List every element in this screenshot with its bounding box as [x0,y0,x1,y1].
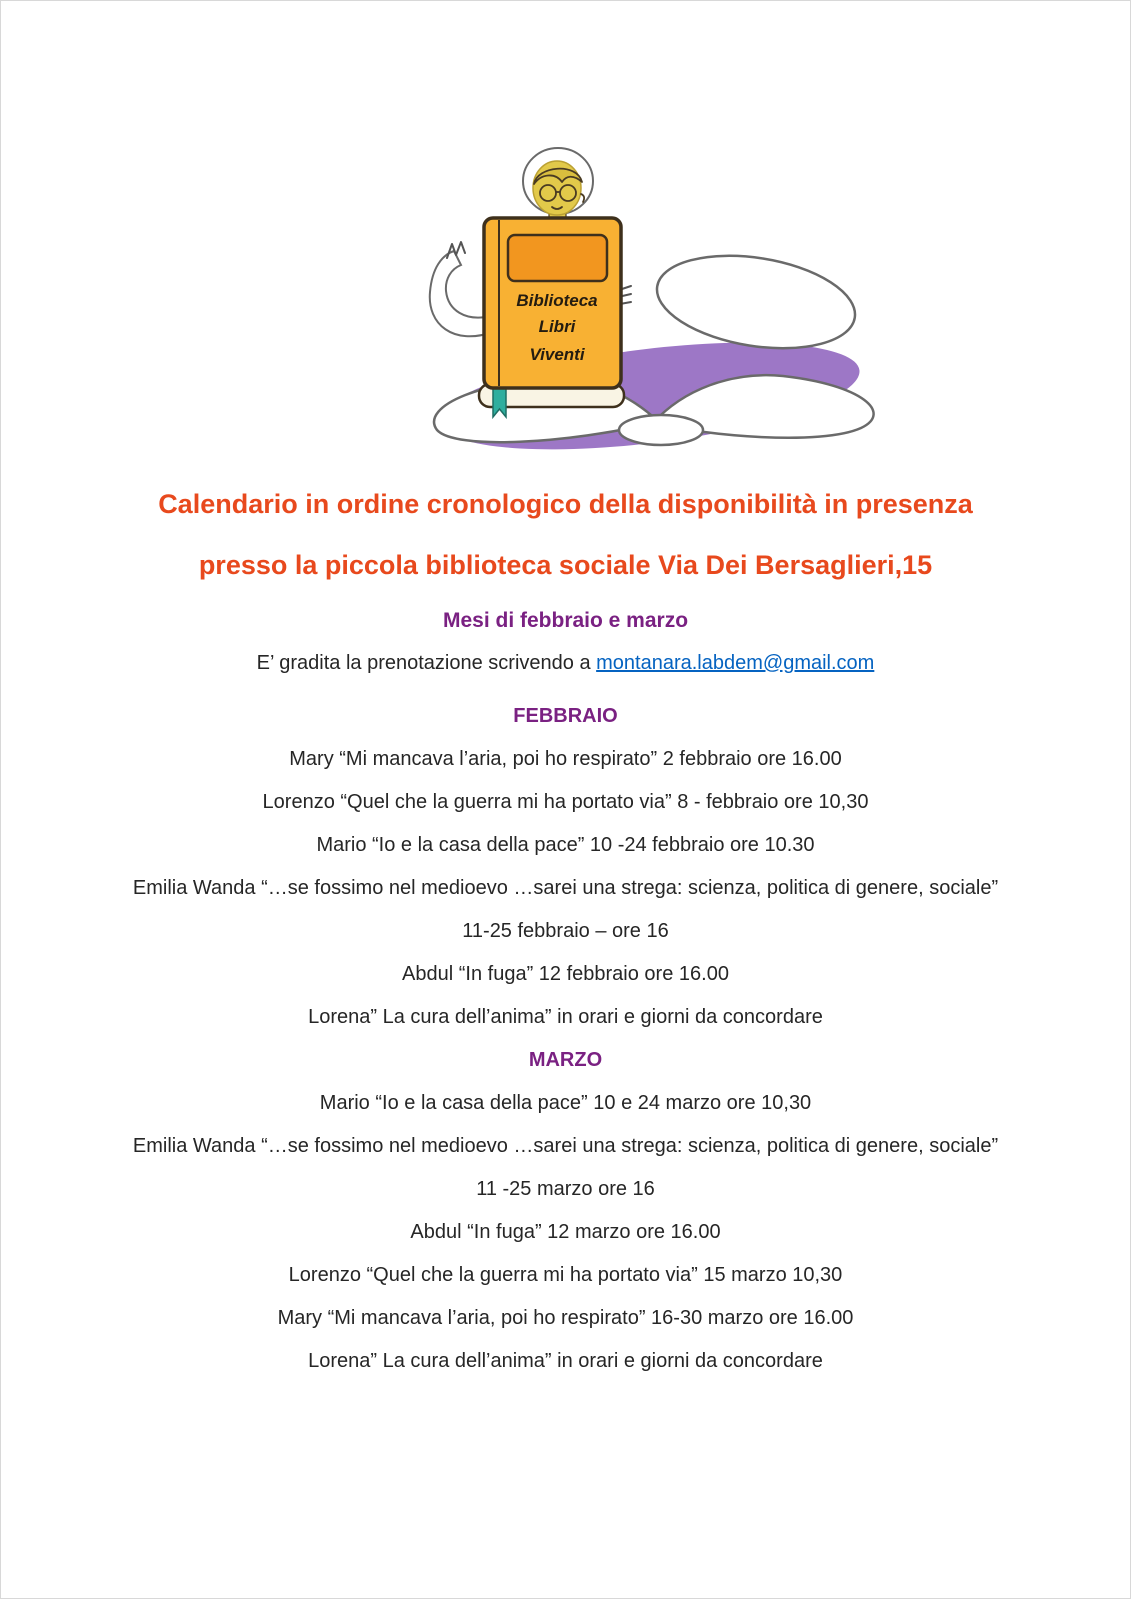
book-title-line-1: Biblioteca [516,291,598,310]
booking-email-link[interactable]: montanara.labdem@gmail.com [596,652,875,674]
page-title-line-1: Calendario in ordine cronologico della disponibilità in presenza [158,489,973,519]
months-subtitle: Mesi di febbraio e marzo [442,609,689,632]
library-logo [401,134,926,459]
event-line: Mary “Mi mancava l’aria, poi ho respirato” 16-30 marzo ore 16.00 [277,1307,854,1329]
logo-illustration [401,134,926,459]
book-title-line-2: Libri [538,317,576,336]
booking-line [1,652,1130,675]
event-line: Emilia Wanda “…se fossimo nel medioevo …sarei una strega: scienza, politica di genere, sociale” [132,877,999,899]
foot-shape [619,415,703,445]
calendar-sections [1,695,1130,1383]
event-line: 11 -25 marzo ore 16 [476,1178,655,1200]
booking-text: E’ gradita la prenotazione scrivendo a [256,652,591,674]
event-line: Abdul “In fuga” 12 marzo ore 16.00 [410,1221,721,1243]
event-line: Emilia Wanda “…se fossimo nel medioevo …sarei una strega: scienza, politica di genere, sociale” [132,1135,999,1157]
event-line: Lorenzo “Quel che la guerra mi ha portato via” 15 marzo 10,30 [288,1264,843,1286]
section-febbraio [1,695,1130,1039]
section-marzo [1,1039,1130,1383]
event-line: Mario “Io e la casa della pace” 10 -24 febbraio ore 10.30 [316,834,815,856]
book-title-line-3: Viventi [529,345,585,364]
section-heading: MARZO [528,1049,603,1071]
page-title-line-2: presso la piccola biblioteca sociale Via Dei Bersaglieri,15 [198,550,933,580]
event-line: Abdul “In fuga” 12 febbraio ore 16.00 [402,963,729,985]
event-line: Mary “Mi mancava l’aria, poi ho respirato” 2 febbraio ore 16.00 [289,748,842,770]
section-heading: FEBBRAIO [513,705,618,727]
event-line: Lorena” La cura dell’anima” in orari e giorni da concordare [308,1006,823,1028]
right-arm-shape [650,243,861,361]
event-line: Lorena” La cura dell’anima” in orari e giorni da concordare [308,1350,823,1372]
book-cover-panel-shape [508,235,607,281]
event-line: 11-25 febbraio – ore 16 [462,920,669,942]
event-line: Lorenzo “Quel che la guerra mi ha portato via” 8 - febbraio ore 10,30 [262,791,869,813]
event-line: Mario “Io e la casa della pace” 10 e 24 marzo ore 10,30 [319,1092,812,1114]
